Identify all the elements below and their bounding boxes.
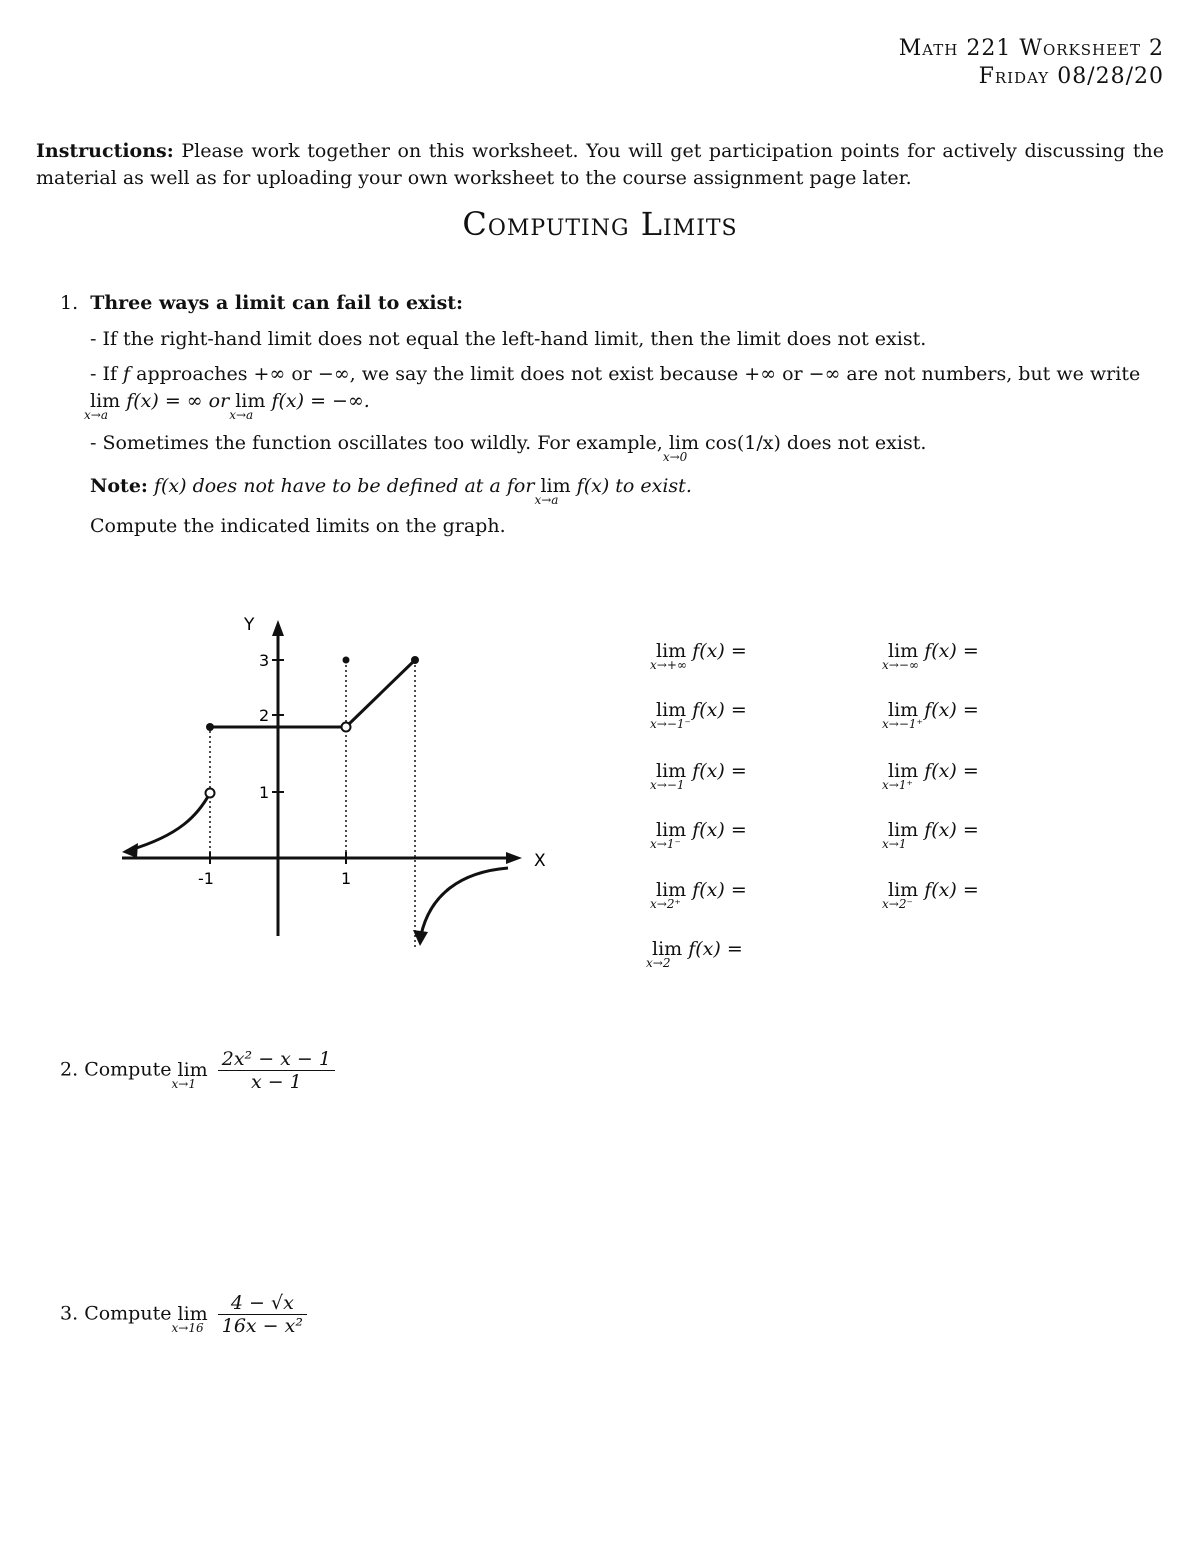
problem2-label: Compute bbox=[84, 1058, 172, 1081]
lim-operator: lim x→a bbox=[534, 475, 571, 507]
left-branch-curve bbox=[130, 793, 210, 850]
right-branch-curve bbox=[421, 868, 508, 935]
limit-prompt: lim x→−1⁺ f(x) = bbox=[882, 699, 979, 731]
isolated-point bbox=[343, 657, 350, 664]
limit-prompt: lim x→2 f(x) = bbox=[646, 938, 743, 970]
bullet-two-line2 bbox=[84, 390, 370, 422]
page-title: Computing Limits bbox=[462, 205, 738, 243]
lim-operator: lim x→a bbox=[84, 390, 121, 422]
x-tick-label: -1 bbox=[198, 869, 214, 888]
problem2-number: 2. bbox=[60, 1058, 79, 1081]
note-text-a: f(x) does not have to be defined at a for bbox=[153, 475, 535, 497]
numerator: 4 − √x bbox=[218, 1292, 307, 1315]
limit-prompt: lim x→1⁺ f(x) = bbox=[882, 760, 979, 792]
y-tick-label: 3 bbox=[259, 651, 270, 670]
problem1-heading bbox=[60, 292, 463, 314]
left-branch-arrow-icon bbox=[122, 843, 138, 858]
problem3-number: 3. bbox=[60, 1302, 79, 1325]
lim-operator: lim x→0 bbox=[662, 432, 699, 464]
instructions-label: Instructions: bbox=[36, 140, 174, 162]
problem1-number: 1. bbox=[60, 292, 79, 314]
limit-prompt: lim x→−∞ f(x) = bbox=[882, 640, 979, 672]
function-graph bbox=[110, 600, 570, 960]
problem3-label: Compute bbox=[84, 1302, 172, 1325]
y-tick-label: 2 bbox=[259, 706, 270, 725]
x-axis-arrow-icon bbox=[506, 852, 522, 864]
bullet-two-rest: approaches +∞ or −∞, we say the limit does not exist because +∞ or −∞ are not numbers, but we write bbox=[136, 363, 1141, 385]
f-symbol: f bbox=[123, 363, 131, 385]
limit-prompt: lim x→+∞ f(x) = bbox=[650, 640, 747, 672]
limit-prompt: lim x→2⁻ f(x) = bbox=[882, 879, 979, 911]
y-axis-arrow-icon bbox=[272, 620, 284, 636]
graph-instruction: Compute the indicated limits on the graph. bbox=[90, 515, 506, 537]
problem2-fraction bbox=[218, 1048, 335, 1093]
limit-prompt: lim x→−1 f(x) = bbox=[650, 760, 747, 792]
open-point bbox=[206, 789, 215, 798]
y-tick-label: 1 bbox=[259, 783, 270, 802]
closed-point bbox=[206, 723, 214, 731]
limit-prompt: lim x→1⁻ f(x) = bbox=[650, 819, 747, 851]
limit-prompt: lim x→−1⁻ f(x) = bbox=[650, 699, 747, 731]
lim-operator: lim x→a bbox=[229, 390, 266, 422]
limit-prompt: lim x→1 f(x) = bbox=[882, 819, 979, 851]
bullet-two-start: - If bbox=[90, 363, 117, 385]
y-axis-label: Y bbox=[244, 615, 255, 635]
denominator: x − 1 bbox=[250, 1071, 302, 1093]
problem3 bbox=[60, 1292, 307, 1337]
instructions bbox=[36, 138, 1164, 192]
bullet-three-start: - Sometimes the function oscillates too wildly. For example, bbox=[90, 432, 663, 454]
bullet-two-line1 bbox=[90, 363, 1140, 385]
note-text-b: f(x) to exist. bbox=[576, 475, 692, 497]
bullet-three-end: cos(1/x) does not exist. bbox=[705, 432, 927, 454]
note-label: Note: bbox=[90, 475, 148, 497]
rising-segment bbox=[349, 660, 415, 724]
course-header: Math 221 Worksheet 2 bbox=[898, 36, 1164, 61]
bullet-two-expr-1: f(x) = ∞ or bbox=[126, 390, 230, 412]
lim-operator: lim x→16 bbox=[171, 1302, 208, 1335]
problem1-heading-text: Three ways a limit can fail to exist: bbox=[90, 292, 464, 314]
lim-operator: lim x→1 bbox=[171, 1058, 208, 1091]
bullet-one: - If the right-hand limit does not equal the left-hand limit, then the limit does not exist. bbox=[90, 328, 927, 350]
limit-prompt: lim x→2⁺ f(x) = bbox=[650, 879, 747, 911]
closed-point bbox=[411, 656, 419, 664]
problem3-fraction bbox=[218, 1292, 307, 1337]
date-header: Friday 08/28/20 bbox=[978, 64, 1164, 89]
instructions-text: Please work together on this worksheet. You will get participation points for actively discussing the material as well as for uploading your own worksheet to the course assignment page later. bbox=[36, 140, 1164, 189]
right-branch-arrow-icon bbox=[413, 930, 428, 946]
x-tick-label: 1 bbox=[341, 869, 352, 888]
denominator: 16x − x² bbox=[221, 1315, 303, 1337]
problem2 bbox=[60, 1048, 335, 1093]
note bbox=[90, 475, 692, 507]
bullet-two-expr-2: f(x) = −∞. bbox=[271, 390, 370, 412]
x-axis-label: X bbox=[534, 851, 546, 871]
bullet-three bbox=[90, 432, 927, 464]
numerator: 2x² − x − 1 bbox=[218, 1048, 335, 1071]
